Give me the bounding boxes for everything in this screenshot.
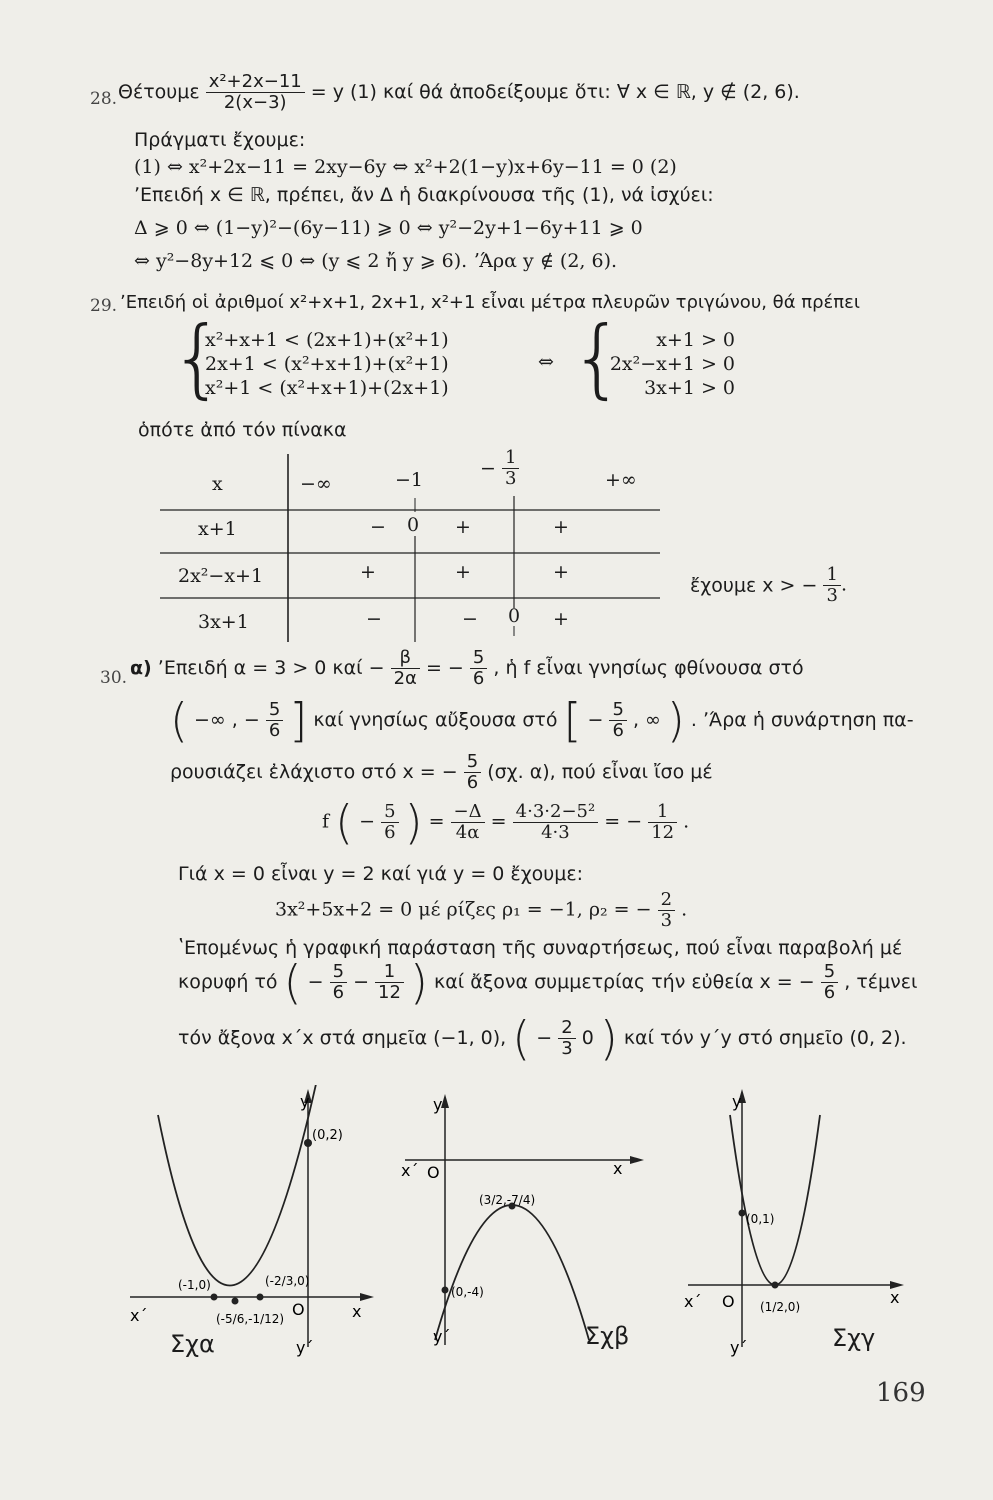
p28-fraction (206, 72, 305, 113)
table-header-minus-third (480, 448, 519, 489)
left-brace-icon: { (570, 308, 625, 408)
frac-num: 5 (330, 962, 347, 983)
frac-num: 1 (375, 962, 404, 983)
frac-num: 5 (821, 962, 838, 983)
frac-den: 2α (393, 668, 417, 689)
label-vertex-b: (3/2,-7/4) (479, 1193, 536, 1207)
ineq-2: 2x+1 < (x²+x+1)+(x²+1) (205, 353, 449, 375)
row1-sign1: − (370, 516, 386, 538)
frac-den: 6 (466, 772, 479, 793)
label-0-minus4: (0,-4) (451, 1285, 484, 1299)
row3-sign1: − (366, 608, 382, 630)
minus-sign: − (359, 810, 376, 833)
p30-text: = − (425, 657, 464, 679)
f-symbol: f (322, 810, 330, 833)
cond-3: 3x+1 > 0 (644, 377, 735, 399)
p29-equivalence: ⇔ (538, 351, 554, 373)
period: . (840, 573, 847, 596)
table-header-minus-one: −1 (395, 469, 424, 491)
label-origin: O (427, 1163, 440, 1182)
point-1-2-0 (772, 1282, 779, 1289)
cond-1: x+1 > 0 (656, 329, 735, 351)
interval-text: , ∞ (632, 709, 661, 731)
vertex-a (232, 1298, 239, 1305)
p30-line8 (178, 955, 918, 1010)
paren-open-icon: ( (283, 955, 302, 1010)
p28-line4: ʼΕπειδή x ∈ ℝ, πρέπει, ἄν Δ ἡ διακρίνουσα τῆς (1), νά ἰσχύει: (134, 184, 714, 206)
bracket-open-icon: [ (563, 693, 582, 748)
p29-system-right (600, 328, 735, 400)
label-y-prime: y΄ (730, 1338, 748, 1357)
label-x: x (352, 1302, 362, 1321)
p28-line3: (1) ⇔ x²+2x−11 = 2xy−6y ⇔ x²+2(1−y)x+6y−11 = 0 (2) (134, 156, 677, 178)
result-text: ἔχουμε x > − (690, 574, 818, 597)
frac-num: 1 (823, 565, 840, 586)
minus-sign: − (480, 457, 496, 480)
problem-number-29: 29. (90, 296, 118, 316)
p30-line6 (275, 890, 687, 931)
p29-result (690, 565, 847, 606)
ineq-3: x²+1 < (x²+x+1)+(2x+1) (205, 377, 449, 399)
p30-line9 (178, 1011, 907, 1066)
paren-close-icon: ) (404, 795, 423, 850)
equals: = (490, 810, 507, 833)
frac-num: β (391, 648, 420, 669)
frac-den: 6 (823, 982, 836, 1003)
label-minus2-3-0: (-2/3,0) (265, 1274, 310, 1288)
page-number: 169 (876, 1378, 926, 1408)
label-0-1: (0,1) (746, 1212, 775, 1226)
frac-den: 6 (384, 822, 396, 843)
left-brace-icon: { (170, 308, 225, 408)
p30-text: κορυφή τό (178, 971, 278, 993)
table-header-plus-inf: +∞ (605, 469, 637, 491)
label-x-prime: x΄ (130, 1306, 148, 1325)
p30-text: , τέμνει (844, 971, 918, 993)
p30-text: τόν ἄξονα x΄x στά σημεῖα (−1, 0), (178, 1027, 507, 1049)
frac-den: 6 (268, 720, 281, 741)
table-header-x: x (212, 473, 223, 495)
problem-number-30: 30. (100, 668, 128, 688)
graph-a (120, 1085, 380, 1360)
frac-den: 12 (378, 982, 401, 1003)
frac-num: 5 (381, 802, 398, 823)
p28-line6: ⇔ y²−8y+12 ⩽ 0 ⇔ (y ⩽ 2 ἤ y ⩾ 6). ʼΆρα y ∉ (2, 6). (134, 250, 618, 272)
result-fraction (823, 565, 840, 606)
frac-den: 3 (826, 585, 838, 606)
frac-den: 3 (561, 1038, 573, 1059)
five-sixths (330, 962, 347, 1003)
five-sixths (609, 700, 626, 741)
label-y: y (300, 1092, 310, 1111)
frac-den: 12 (651, 822, 675, 843)
paren-open-icon: ( (335, 795, 354, 850)
row2-sign2: + (455, 561, 471, 583)
p30-text: , ἡ f εἶναι γνησίως φθίνουσα στό (493, 657, 804, 679)
label-origin: O (292, 1300, 305, 1319)
row-label-3x-1: 3x+1 (198, 611, 249, 633)
row-label-x-plus-1: x+1 (198, 518, 237, 540)
frac-den: 4·3 (541, 822, 570, 843)
paren-close-icon: ) (410, 955, 428, 1010)
minus-sign: − (536, 1027, 553, 1049)
p30-text: ρουσιάζει ἐλάχιστο στό x = − (170, 761, 458, 783)
row3-sign3: + (553, 608, 569, 630)
arrow-right-icon (630, 1156, 644, 1164)
minus-sign: − (353, 971, 369, 993)
p30-text: καί γνησίως αὔξουσα στό (313, 709, 558, 731)
frac-num: 5 (470, 648, 487, 669)
minus-sign: − (587, 709, 604, 731)
p30-text: . ʼΆρα ἡ συνάρτηση πα- (690, 709, 914, 731)
frac-num: 5 (464, 752, 481, 773)
one-twelfth (375, 962, 404, 1003)
third-fraction (502, 448, 519, 489)
label-y-prime: y΄ (433, 1327, 451, 1346)
row1-sign3: + (553, 516, 569, 538)
equals: = (428, 810, 445, 833)
p29-line1: ʼΕπειδή οἱ ἀριθμοί x²+x+1, 2x+1, x²+1 εἶναι μέτρα πλευρῶν τριγώνου, θά πρέπει (120, 292, 860, 313)
caption-c: Σχγ (832, 1324, 876, 1352)
interval-text: −∞ , − (194, 709, 260, 731)
p30-line5: Γιά x = 0 εἶναι y = 2 καί γιά y = 0 ἔχουμε: (178, 863, 584, 885)
frac-den: 6 (612, 720, 624, 741)
delta-frac (451, 802, 485, 843)
arrow-right-icon (360, 1293, 374, 1301)
part-a-label: α) (130, 657, 152, 679)
p30-line4 (322, 795, 690, 850)
label-x-prime: x΄ (684, 1292, 702, 1311)
two-thirds (658, 890, 675, 931)
p28-line5: Δ ⩾ 0 ⇔ (1−y)²−(6y−11) ⩾ 0 ⇔ y²−2y+1−6y+11 ⩾ 0 (134, 217, 643, 239)
point-0-2 (304, 1139, 312, 1147)
roots-text: 3x²+5x+2 = 0 μέ ρίζες ρ₁ = −1, ρ₂ = − (275, 898, 652, 921)
row-label-2x2-x-1: 2x²−x+1 (178, 565, 264, 587)
point-minus2-3-0 (257, 1294, 264, 1301)
cond-2: 2x²−x+1 > 0 (609, 353, 735, 375)
paren-close-icon: ) (666, 693, 685, 748)
p28-claim: = y (1) καί θά ἀποδείξουμε ὅτι: ∀ x ∈ ℝ, y ∉ (2, 6). (310, 81, 800, 103)
equals: = − (604, 810, 643, 833)
p28-frac-num: x²+2x−11 (206, 72, 305, 93)
period: . (683, 810, 690, 833)
label-0-2: (0,2) (312, 1128, 343, 1143)
frac-num: −Δ (451, 802, 485, 823)
table-header-minus-inf: −∞ (300, 473, 332, 495)
frac-den: 3 (660, 910, 673, 931)
label-1-2-0: (1/2,0) (760, 1300, 801, 1314)
graph-c (680, 1085, 910, 1360)
label-minus1-0: (-1,0) (178, 1278, 211, 1292)
p30-line2 (170, 693, 914, 748)
row3-zero: 0 (508, 605, 521, 627)
p30-line3 (170, 752, 713, 793)
parabola-c (730, 1115, 820, 1285)
frac-den: 3 (504, 468, 517, 489)
ineq-1: x²+x+1 < (2x+1)+(x²+1) (205, 329, 449, 351)
frac-den: 4α (455, 822, 480, 843)
p30-text: (σχ. α), πού εἶναι ἴσο μέ (487, 761, 713, 783)
p30-text: ʼΕπειδή α = 3 > 0 καί − (157, 657, 385, 679)
minus-sign: − (307, 971, 324, 993)
row2-sign3: + (553, 561, 569, 583)
label-x: x (613, 1159, 623, 1178)
calc-frac (513, 802, 599, 843)
caption-b: Σχβ (585, 1322, 630, 1350)
frac-num: 1 (648, 802, 677, 823)
frac-den: 6 (332, 982, 345, 1003)
zero: 0 (581, 1027, 594, 1049)
frac-num: 5 (266, 700, 283, 721)
row3-sign2: − (462, 608, 478, 630)
frac-num: 1 (502, 448, 519, 469)
p29-line-table: ὁπότε ἀπό τόν πίνακα (138, 419, 347, 441)
point-minus1-0 (211, 1294, 218, 1301)
label-y: y (433, 1095, 443, 1114)
caption-a: Σχα (170, 1330, 215, 1358)
row1-zero: 0 (407, 514, 420, 536)
five-sixths (470, 648, 487, 689)
min-value-frac (648, 802, 677, 843)
frac-den: 6 (472, 668, 485, 689)
label-x-prime: x΄ (401, 1161, 419, 1180)
label-y-prime: y΄ (296, 1338, 314, 1357)
frac-num: 2 (558, 1018, 575, 1039)
p30-line7: ʽΕπομένως ἡ γραφική παράσταση τῆς συναρτήσεως, πού εἶναι παραβολή μέ (178, 937, 903, 959)
parabola-a (158, 1085, 318, 1286)
row2-sign1: + (360, 561, 376, 583)
p30-line1 (130, 648, 804, 689)
label-origin: O (722, 1292, 735, 1311)
point-0-1 (739, 1210, 746, 1217)
five-sixths (464, 752, 481, 793)
parabola-b (435, 1205, 589, 1340)
p28-line1 (118, 72, 800, 113)
label-y: y (732, 1092, 742, 1111)
p28-frac-den: 2(x−3) (223, 92, 287, 113)
frac-num: 5 (609, 700, 626, 721)
bracket-close-icon: ] (289, 693, 308, 748)
p28-intro: Θέτουμε (118, 81, 200, 103)
p28-line2: Πράγματι ἔχουμε: (134, 129, 306, 151)
p30-text: καί ἄξονα συμμετρίας τήν εὐθεία x = − (434, 971, 815, 993)
p30-text: καί τόν y΄y στό σημεῖο (0, 2). (623, 1027, 907, 1049)
point-0-minus4 (442, 1287, 449, 1294)
label-x: x (890, 1288, 900, 1307)
paren-open-icon: ( (512, 1011, 531, 1066)
five-sixths (266, 700, 283, 741)
problem-number-28: 28. (90, 89, 118, 109)
paren-open-icon: ( (170, 693, 188, 748)
paren-close-icon: ) (599, 1011, 618, 1066)
frac-num: 2 (658, 890, 675, 911)
two-thirds (558, 1018, 575, 1059)
beta-frac (391, 648, 420, 689)
period: . (681, 898, 688, 921)
row1-sign2: + (455, 516, 471, 538)
five-sixths (821, 962, 838, 1003)
p29-system-left (205, 328, 449, 400)
five-sixths (381, 802, 398, 843)
graph-b (395, 1090, 650, 1350)
frac-num: 4·3·2−5² (513, 802, 599, 823)
label-vertex-a: (-5/6,-1/12) (216, 1312, 285, 1326)
